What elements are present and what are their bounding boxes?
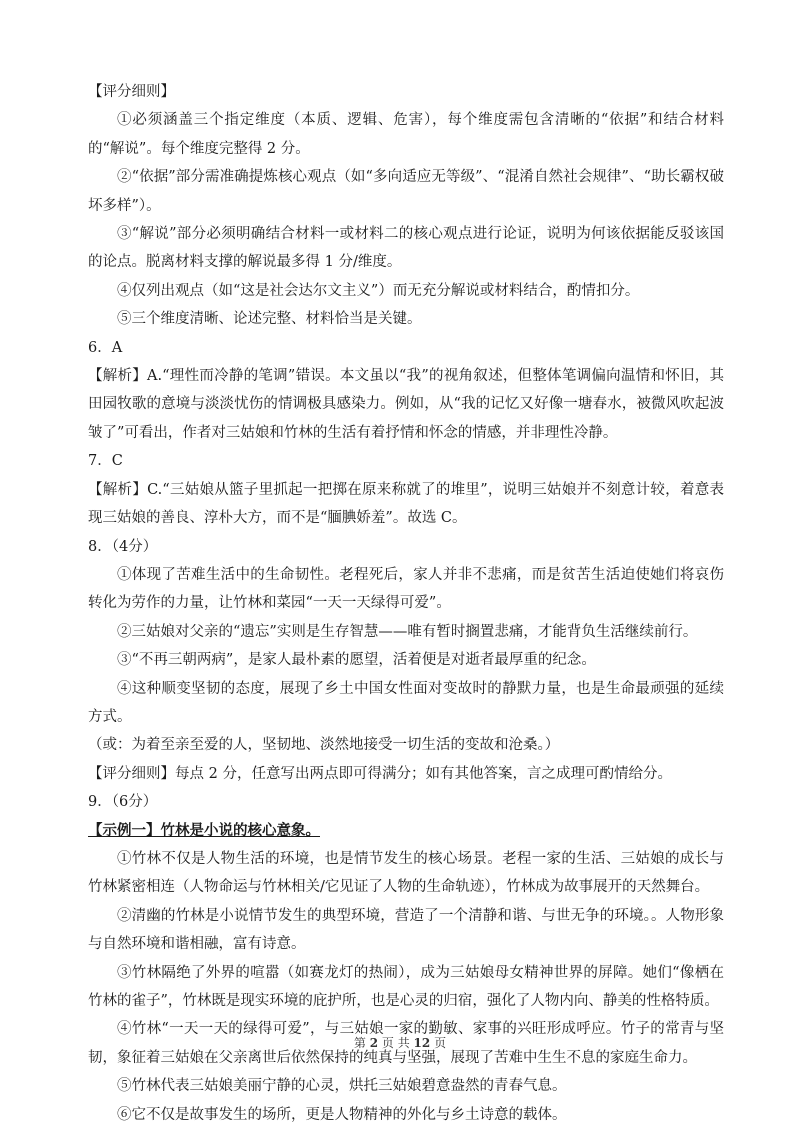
q8-point-1: ①体现了苦难生活中的生命韧性。老程死后，家人并非不悲痛，而是贫苦生活迫使她们将哀伤转化为劳作的力量，让竹林和菜园“一天一天绿得可爱”。 — [88, 566, 724, 612]
answer-6: 6．A — [88, 339, 123, 356]
rule-item-2: ②“依据”部分需准确提炼核心观点（如“多向适应无等级”、“混淆自然社会规律”、“助长霸权破坏多样”）。 — [88, 169, 724, 214]
question-8-heading: 8．（4分） — [88, 538, 158, 555]
page-middle: 页 共 — [378, 1036, 414, 1050]
q8-point-3: ③“不再三朝两病”，是家人最朴素的愿望，活着便是对逝者最厚重的纪念。 — [117, 652, 596, 669]
q9-point-4: ④竹林“一天一天的绿得可爱”，与三姑娘一家的勤敏、家事的兴旺形成呼应。竹子的常青与坚韧，象征着三姑娘在父亲离世后依然保持的纯真与坚强，展现了苦难中生生不息的家庭生命力。 — [88, 1021, 724, 1066]
q8-alternative: （或：为着至亲至爱的人，坚韧地、淡然地接受一切生活的变故和沧桑。） — [88, 737, 560, 754]
document-body — [88, 78, 724, 1129]
analysis-6: 【解析】A.“理性而冷静的笔调”错误。本文虽以“我”的视角叙述，但整体笔调偏向温情和怀旧，其田园牧歌的意境与淡淡忧伤的情调极具感染力。例如，从“我的记忆又好像一塘春水，被微风吹起波皱了”可看出，作者对三姑娘和竹林的生活有着抒情和怀念的情感，并非理性冷静。 — [88, 368, 724, 441]
q9-point-2: ②清幽的竹林是小说情节发生的典型环境，营造了一个清静和谐、与世无争的环境。。人物形象与自然环境和谐相融，富有诗意。 — [88, 907, 724, 953]
heading-scoring-rules: 【评分细则】 — [88, 84, 175, 100]
rule-item-4: ④仅列出观点（如“这是社会达尔文主义”）而无充分解说或材料结合，酌情扣分。 — [117, 282, 640, 299]
q9-point-5: ⑤竹林代表三姑娘美丽宁静的心灵，烘托三姑娘碧意盎然的青春气息。 — [117, 1078, 567, 1095]
page-prefix: 第 — [353, 1036, 370, 1050]
page-current: 2 — [369, 1036, 379, 1050]
rule-item-5: ⑤三个维度清晰、论述完整、材料恰当是关键。 — [117, 311, 422, 328]
rule-item-1: ①必须涵盖三个指定维度（本质、逻辑、危害），每个维度需包含清晰的“依据”和结合材料的“解说”。每个维度完整得 2 分。 — [88, 112, 724, 157]
q8-point-4: ④这种顺变坚韧的态度，展现了乡土中国女性面对变故时的静默力量，也是生命最顽强的延续方式。 — [88, 680, 724, 725]
q8-scoring-rules: 【评分细则】每点 2 分，任意写出两点即可得满分；如有其他答案，言之成理可酌情给分。 — [88, 765, 672, 782]
page-suffix: 页 — [430, 1036, 447, 1050]
q9-point-1: ①竹林不仅是人物生活的环境，也是情节发生的核心场景。老程一家的生活、三姑娘的成长与竹林紧密相连（人物命运与竹林相关/它见证了人物的生命轨迹），竹林成为故事展开的天然舞台。 — [88, 850, 724, 896]
q9-point-6: ⑥它不仅是故事发生的场所，更是人物精神的外化与乡土诗意的载体。 — [117, 1106, 567, 1123]
question-9-heading: 9．（6分） — [88, 794, 158, 811]
page-total: 12 — [413, 1036, 431, 1050]
analysis-7: 【解析】C.“三姑娘从篮子里抓起一把掷在原来称就了的堆里”，说明三姑娘并不刻意计较，着意表现三姑娘的善良、淳朴大方，而不是“腼腆娇羞”。故选 C。 — [88, 481, 724, 527]
page-footer — [0, 1034, 800, 1051]
q9-example-1-title: 【示例一】竹林是小说的核心意象。 — [88, 821, 320, 839]
rule-item-3: ③“解说”部分必须明确结合材料一或材料二的核心观点进行论证，说明为何该依据能反驳该国的论点。脱离材料支撑的解说最多得 1 分/维度。 — [88, 226, 724, 271]
answer-7: 7．C — [88, 453, 123, 470]
q8-point-2: ②三姑娘对父亲的“遗忘”实则是生存智慧——唯有暂时搁置悲痛，才能背负生活继续前行。 — [117, 623, 698, 640]
q9-point-3: ③竹林隔绝了外界的喧嚣（如赛龙灯的热闹），成为三姑娘母女精神世界的屏障。她们“像栖在竹林的雀子”，竹林既是现实环境的庇护所，也是心灵的归宿，强化了人物内向、静美的性格特质。 — [88, 964, 724, 1009]
